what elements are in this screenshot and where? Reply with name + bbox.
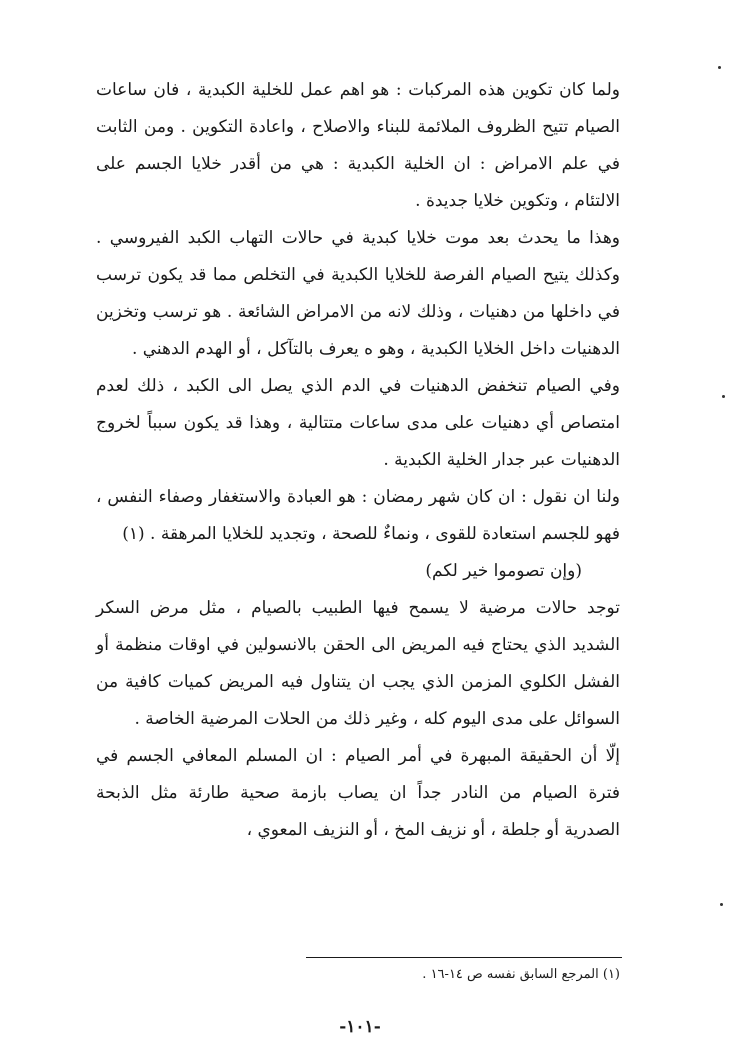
scan-speck <box>722 395 725 398</box>
paragraph-medical-exceptions: توجد حالات مرضية لا يسمح فيها الطبيب بالصيام ، مثل مرض السكر الشديد الذي يحتاج فيه المريض الى الحقن بالانسولين في اوقات منظمة أو الفشل الكلوي المزمن الذي يجب ان يتناول فيه المريض كميات كافية من السوائل على مدى اليوم كله ، وغير ذلك من الحلات المرضية الخاصة . <box>96 598 620 729</box>
paragraph-blood-fats: وفي الصيام تنخفض الدهنيات في الدم الذي يصل الى الكبد ، ذلك لعدم امتصاص أي دهنيات على مدى ساعات متتالية ، وهذا قد يكون سبباً لخروج الدهنيات عبر جدار الخلية الكبدية . <box>96 376 620 470</box>
paragraph-liver-rebuilding: ولما كان تكوين هذه المركبات : هو اهم عمل للخلية الكبدية ، فان ساعات الصيام تتيح الظروف الملائمة للبناء والاصلاح ، واعادة التكوين . ومن الثابت في علم الامراض : ان الخلية الكبدية : هي من أقدر خلايا الجسم على الالتئام ، وتكوين خلايا جديدة . <box>96 80 620 211</box>
paragraph-striking-fact: إلّا أن الحقيقة المبهرة في أمر الصيام : ان المسلم المعافي الجسم في فترة الصيام من النادر جداً ان يصاب بازمة صحية طارئة مثل الذبحة الصدرية أو جلطة ، أو نزيف المخ ، أو النزيف المعوي ، <box>96 746 620 840</box>
paragraph-viral-hepatitis: وهذا ما يحدث بعد موت خلايا كبدية في حالات التهاب الكبد الفيروسي . وكذلك يتيح الصيام الفرصة للخلايا الكبدية في التخلص مما قد يكون ترسب في داخلها من دهنيات ، وذلك لانه من الامراض الشائعة . هو ترسب وتخزين الدهنيات داخل الخلايا الكبدية ، وهو ه يعرف بالتآكل ، أو الهدم الدهني . <box>96 228 620 359</box>
paragraph-ramadan: ولنا ان نقول : ان كان شهر رمضان : هو العبادة والاستغفار وصفاء النفس ، فهو للجسم استعادة للقوى ، ونماءٌ للصحة ، وتجديد للخلايا المرهقة . (١) <box>96 487 620 544</box>
footnote-divider <box>306 957 622 958</box>
footnote: (١) المرجع السابق نفسه ص ١٤-١٦ . <box>422 967 620 982</box>
page-number: -١٠١- <box>339 1017 381 1037</box>
scan-speck <box>718 66 721 69</box>
scan-speck <box>720 903 723 906</box>
body-text <box>96 72 620 849</box>
quran-quote: (وإن تصوموا خير لكم) <box>425 561 582 581</box>
